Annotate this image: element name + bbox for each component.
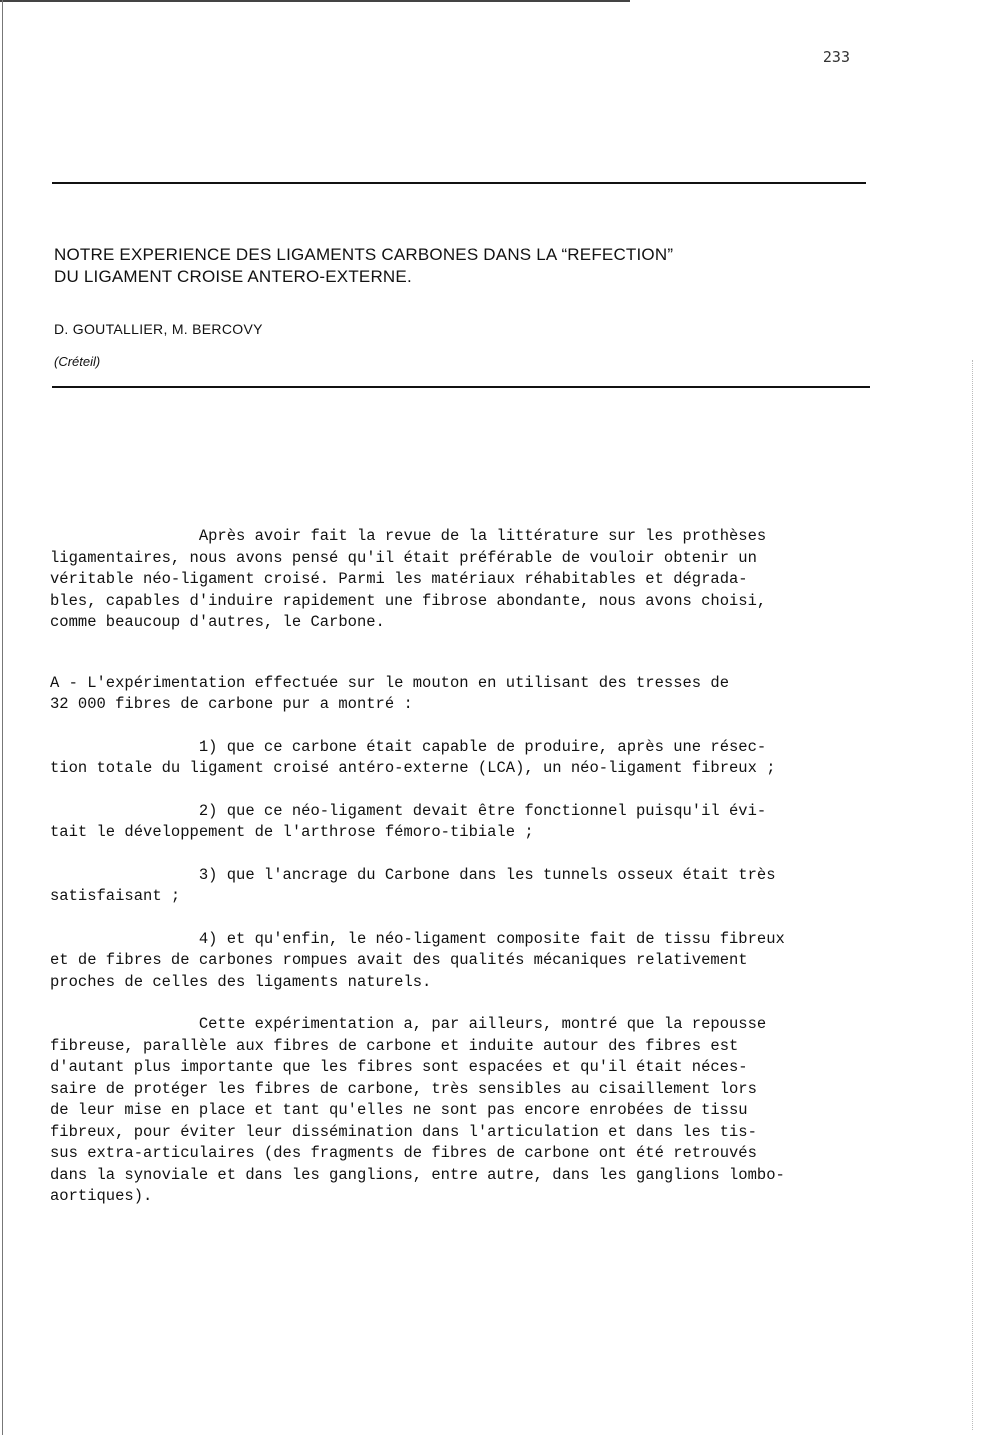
text-line: A - L'expérimentation effectuée sur le mouton en utilisant des tresses de bbox=[50, 673, 730, 692]
list-item-4 bbox=[50, 929, 890, 994]
paragraph-intro bbox=[50, 526, 890, 634]
text-line: ligamentaires, nous avons pensé qu'il était préférable de vouloir obtenir un bbox=[50, 548, 757, 567]
title-line: DU LIGAMENT CROISE ANTERO-EXTERNE. bbox=[54, 267, 412, 286]
text-line: saire de protéger les fibres de carbone, très sensibles au cisaillement lors bbox=[50, 1079, 757, 1098]
header-rule-top bbox=[52, 182, 866, 184]
text-line: sus extra-articulaires (des fragments de fibres de carbone ont été retrouvés bbox=[50, 1144, 757, 1162]
paragraph-experiment bbox=[50, 1014, 890, 1208]
text-line: comme beaucoup d'autres, le Carbone. bbox=[50, 613, 385, 631]
list-item-1 bbox=[50, 737, 890, 780]
affiliation: (Créteil) bbox=[54, 354, 101, 369]
text-line: Cette expérimentation a, par ailleurs, montré que la repousse bbox=[50, 1015, 767, 1033]
article-title bbox=[54, 244, 874, 288]
text-line: tait le développement de l'arthrose fémoro-tibiale ; bbox=[50, 823, 534, 841]
scan-edge-top bbox=[0, 0, 630, 2]
text-line: 4) et qu'enfin, le néo-ligament composite fait de tissu fibreux bbox=[50, 929, 785, 948]
scan-edge-right bbox=[972, 360, 973, 1430]
text-line: véritable néo-ligament croisé. Parmi les matériaux réhabitables et dégrada- bbox=[50, 570, 748, 588]
text-line: 3) que l'ancrage du Carbone dans les tunnels osseux était très bbox=[50, 865, 776, 884]
title-line: NOTRE EXPERIENCE DES LIGAMENTS CARBONES DANS LA “REFECTION” bbox=[54, 245, 674, 264]
text-line: aortiques). bbox=[50, 1187, 153, 1205]
scan-edge-left bbox=[2, 0, 3, 1435]
text-line: fibreux, pour éviter leur dissémination dans l'articulation et dans les tis- bbox=[50, 1122, 757, 1141]
article-body bbox=[50, 526, 890, 1208]
text-line: Après avoir fait la revue de la littérature sur les prothèses bbox=[50, 527, 767, 545]
text-line: bles, capables d'induire rapidement une fibrose abondante, nous avons choisi, bbox=[50, 591, 767, 610]
text-line: satisfaisant ; bbox=[50, 887, 181, 905]
header-rule-bottom bbox=[52, 386, 870, 388]
text-line: 1) que ce carbone était capable de produire, après une résec- bbox=[50, 737, 767, 756]
paragraph-section-a bbox=[50, 673, 890, 716]
list-item-2 bbox=[50, 801, 890, 844]
page-number: 233 bbox=[822, 48, 850, 66]
text-line: de leur mise en place et tant qu'elles ne sont pas encore enrobées de tissu bbox=[50, 1101, 748, 1119]
text-line: fibreuse, parallèle aux fibres de carbone et induite autour des fibres est bbox=[50, 1036, 739, 1055]
list-item-3 bbox=[50, 865, 890, 908]
text-line: tion totale du ligament croisé antéro-externe (LCA), un néo-ligament fibreux ; bbox=[50, 759, 776, 777]
text-line: et de fibres de carbones rompues avait des qualités mécaniques relativement bbox=[50, 951, 748, 969]
text-line: 2) que ce néo-ligament devait être fonctionnel puisqu'il évi- bbox=[50, 801, 767, 820]
authors: D. GOUTALLIER, M. BERCOVY bbox=[54, 321, 263, 337]
text-line: dans la synoviale et dans les ganglions, entre autre, dans les ganglions lombo- bbox=[50, 1165, 785, 1184]
text-line: d'autant plus importante que les fibres sont espacées et qu'il était néces- bbox=[50, 1058, 748, 1076]
text-line: proches de celles des ligaments naturels. bbox=[50, 972, 432, 991]
text-line: 32 000 fibres de carbone pur a montré : bbox=[50, 695, 413, 713]
